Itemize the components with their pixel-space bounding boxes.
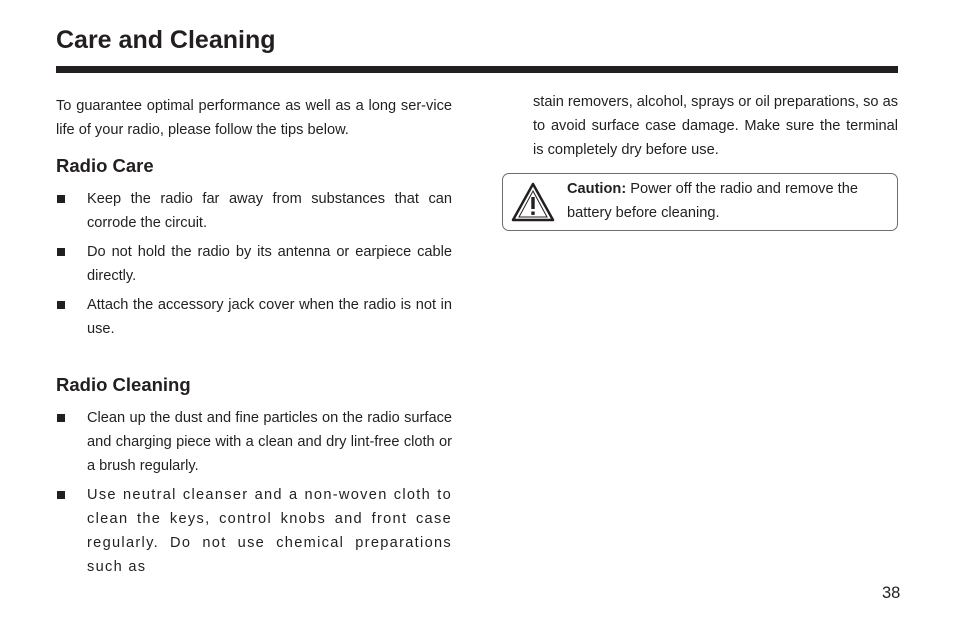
list-item-text: Do not hold the radio by its antenna or earpiece cable directly. [87, 244, 452, 284]
caution-label: Caution: [567, 181, 627, 197]
continuation-paragraph: stain removers, alcohol, sprays or oil preparations, so as to avoid surface case damage. Make sure the terminal is completely dry before use. [533, 94, 899, 158]
warning-triangle-icon [511, 182, 555, 222]
list-item [56, 293, 452, 341]
list-item-text: Clean up the dust and fine particles on the radio surface and charging piece with a clean and dry lint-free cloth or a brush regularly. [87, 410, 452, 474]
page-number: 38 [882, 584, 901, 602]
square-bullet-icon [57, 248, 65, 256]
list-item [56, 187, 452, 235]
square-bullet-icon [57, 195, 65, 203]
intro-paragraph: To guarantee optimal performance as well as a long ser-vice life of your radio, please follow the tips below. [56, 98, 452, 138]
page-title: Care and Cleaning [56, 26, 276, 54]
radio-cleaning-heading: Radio Cleaning [56, 374, 191, 395]
right-column [533, 90, 898, 162]
square-bullet-icon [57, 491, 65, 499]
square-bullet-icon [57, 301, 65, 309]
list-item-text: Attach the accessory jack cover when the radio is not in use. [87, 297, 452, 337]
square-bullet-icon [57, 414, 65, 422]
list-item-text: Keep the radio far away from substances that can corrode the circuit. [87, 191, 452, 231]
radio-cleaning-list [56, 406, 452, 579]
title-rule [56, 66, 898, 73]
radio-care-list [56, 187, 452, 341]
list-item [56, 240, 452, 288]
caution-text [567, 177, 891, 225]
list-item [56, 483, 452, 579]
list-item-text: Use neutral cleanser and a non-woven cloth to clean the keys, control knobs and front case regularly. Do not use chemical preparations such as [87, 487, 452, 575]
left-column [56, 94, 452, 584]
list-item [56, 406, 452, 478]
caution-message: Power off the radio and remove the battery before cleaning. [567, 181, 858, 221]
radio-care-heading: Radio Care [56, 155, 154, 176]
caution-box [502, 173, 898, 231]
